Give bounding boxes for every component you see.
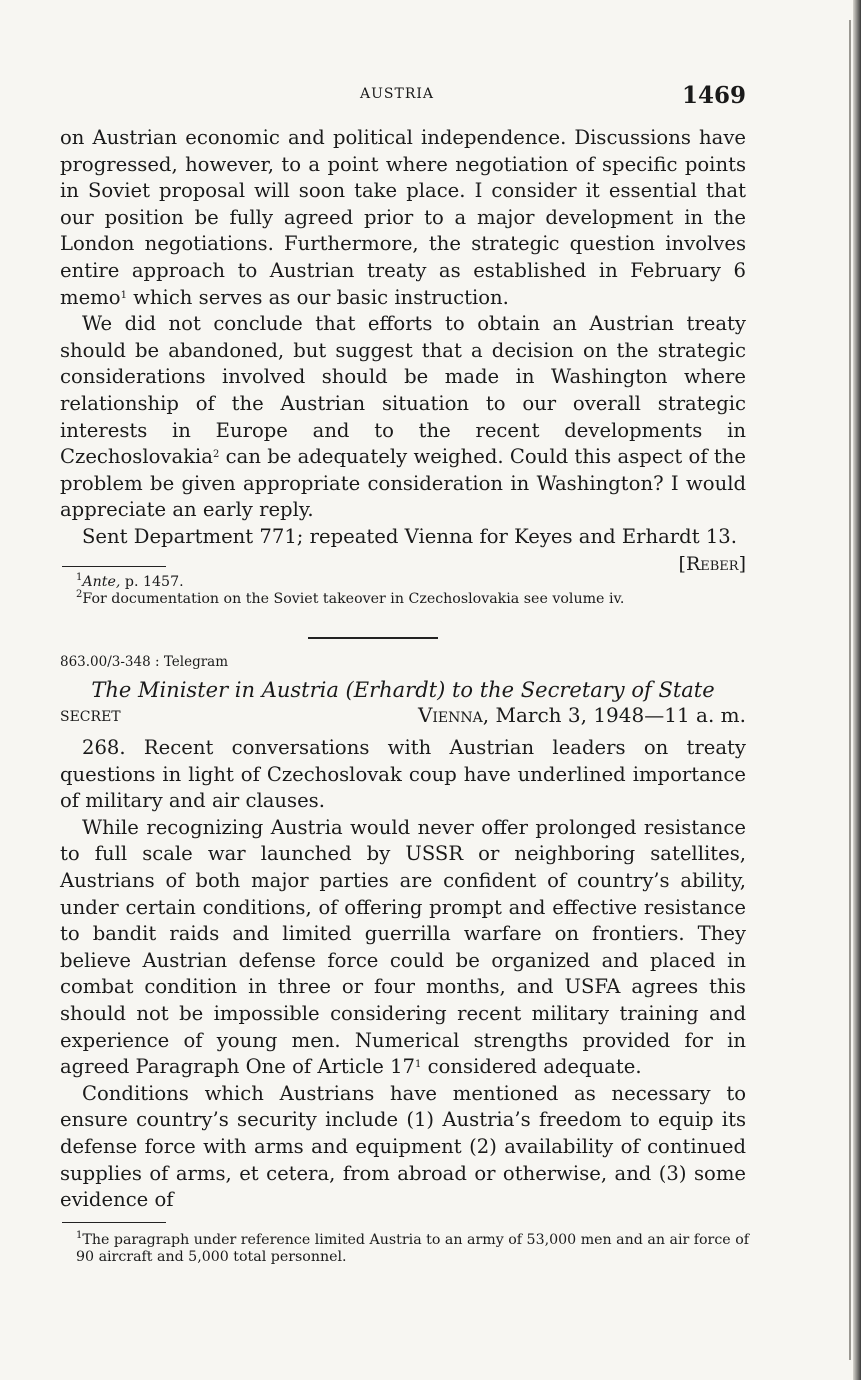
footnotes-top xyxy=(60,574,750,608)
footnote: $^1$Ante, p. 1457. xyxy=(76,572,184,590)
footnote-ref: 1 xyxy=(120,289,127,301)
signature: [Reber] xyxy=(678,552,746,575)
footnote: $^2$For documentation on the Soviet takeover in Czechoslovakia see volume iv. xyxy=(76,589,625,607)
body-paragraph: Sent Department 771; repeated Vienna for Keyes and Erhardt 13. xyxy=(82,524,737,548)
footnotes-bottom xyxy=(60,1232,750,1266)
section-divider xyxy=(308,637,438,639)
classification-line xyxy=(60,703,746,731)
body-paragraph: Conditions which Austrians have mentioned as necessary to ensure country’s security include (1) Austria’s freedom to equip its defense force with arms and equipment (2) availability of continued supplies of arms, et cetera, from abroad or otherwise, and (3) some evidence of xyxy=(60,1081,746,1212)
telegram-body xyxy=(60,735,746,1214)
classification: SECRET xyxy=(60,709,121,725)
footnote: $^1$The paragraph under reference limited Austria to an army of 53,000 men and an air force of 90 aircraft and 5,000 total personnel. xyxy=(76,1230,749,1265)
file-reference: 863.00/3-348 : Telegram xyxy=(60,654,229,670)
body-paragraph: We did not conclude that efforts to obtain an Austrian treaty should be abandoned, but suggest that a decision on the strategic considerations involved should be made in Washington where relationship of the Austrian situation to our overall strategic interests in Europe and to the recent developments in Czechoslovakia$^2$ can be adequately weighed. Could this aspect of the problem be given appropriate consideration in Washington? I would appreciate an early reply. xyxy=(60,312,746,522)
page-number: 1469 xyxy=(681,82,746,109)
page-edge-shadow xyxy=(853,0,861,1380)
running-head: AUSTRIA xyxy=(360,86,435,102)
footnote-ref: 1 xyxy=(415,1059,422,1071)
footnote-divider xyxy=(62,566,166,567)
footnote-divider xyxy=(62,1222,166,1223)
page-header xyxy=(60,82,746,112)
body-paragraph: While recognizing Austria would never offer prolonged resistance to full scale war launched by USSR or neighboring satellites, Austrians of both major parties are confident of country’s ability, under certain conditions, of offering prompt and effective resistance to bandit raids and limited guerrilla warfare on frontiers. They believe Austrian defense force could be organized and placed in combat condition in three or four months, and USFA agrees this should not be impossible considering recent military training and experience of young men. Numerical strengths provided for in agreed Paragraph One of Article $17^1$ considered adequate. xyxy=(60,815,746,1079)
dateline: Vienna, March 3, 1948—11 a. m. xyxy=(417,703,746,727)
continued-section xyxy=(60,125,746,577)
footnote-ref: 2 xyxy=(213,449,220,461)
page-edge-line xyxy=(849,20,851,1360)
body-paragraph: 268. Recent conversations with Austrian leaders on treaty questions in light of Czechoslovak coup have underlined importance of military and air clauses. xyxy=(60,736,746,813)
continued-paragraph: on Austrian economic and political independence. Discussions have progressed, however, to a point where negotiation of specific points in Soviet proposal will soon take place. I consider it essential that our position be fully agreed prior to a major development in the London negotiations. Furthermore, the strategic question involves entire approach to Austrian treaty as established in February 6 memo$^1$ which serves as our basic instruction. xyxy=(60,126,746,309)
document-title: The Minister in Austria (Erhardt) to the Secretary of State xyxy=(91,678,715,702)
